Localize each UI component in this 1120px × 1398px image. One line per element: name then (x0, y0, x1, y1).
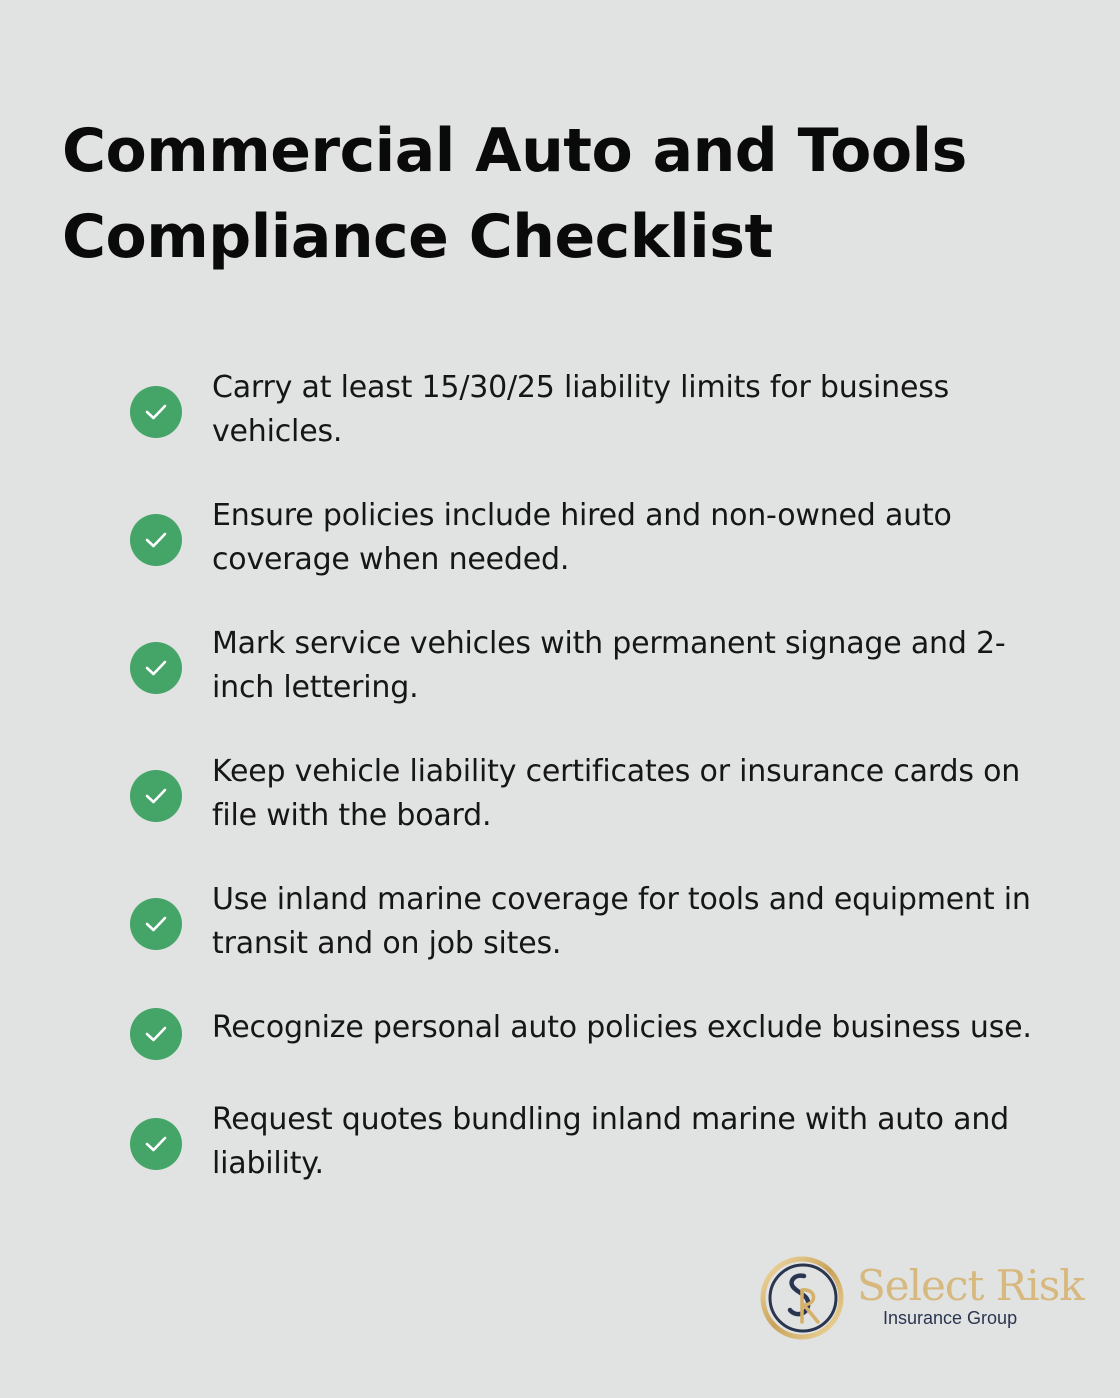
sr-monogram-logo-icon (760, 1256, 844, 1340)
checklist-item (130, 878, 1050, 968)
checkmark-circle-icon (130, 1008, 182, 1060)
checklist-item (130, 750, 1050, 840)
checklist-item-text: Keep vehicle liability certificates or insurance cards on file with the board. (212, 754, 1021, 833)
checklist-item-text: Request quotes bundling inland marine with auto and liability. (212, 1102, 1009, 1181)
checkmark-circle-icon (130, 386, 182, 438)
checkmark-circle-icon (130, 898, 182, 950)
company-logo (760, 1256, 1084, 1342)
checklist-item-text: Use inland marine coverage for tools and equipment in transit and on job sites. (212, 882, 1031, 961)
checklist-item (130, 1098, 1050, 1188)
checklist-item-text: Mark service vehicles with permanent signage and 2-inch lettering. (212, 626, 1006, 705)
checkmark-circle-icon (130, 642, 182, 694)
checklist-item-text: Recognize personal auto policies exclude business use. (212, 1010, 1032, 1045)
logo-subtitle: Insurance Group (883, 1308, 1018, 1328)
checklist-item-text: Carry at least 15/30/25 liability limits for business vehicles. (212, 370, 950, 449)
checklist-item (130, 494, 1050, 584)
logo-name: Select Risk (857, 1261, 1084, 1310)
checklist-item-text: Ensure policies include hired and non-owned auto coverage when needed. (212, 498, 952, 577)
checklist-item (130, 366, 1050, 456)
checkmark-circle-icon (130, 770, 182, 822)
checkmark-circle-icon (130, 514, 182, 566)
page-title: Commercial Auto and Tools Compliance Checklist (62, 116, 967, 272)
checklist-item (130, 1006, 1050, 1096)
checklist-item (130, 622, 1050, 712)
checkmark-circle-icon (130, 1118, 182, 1170)
